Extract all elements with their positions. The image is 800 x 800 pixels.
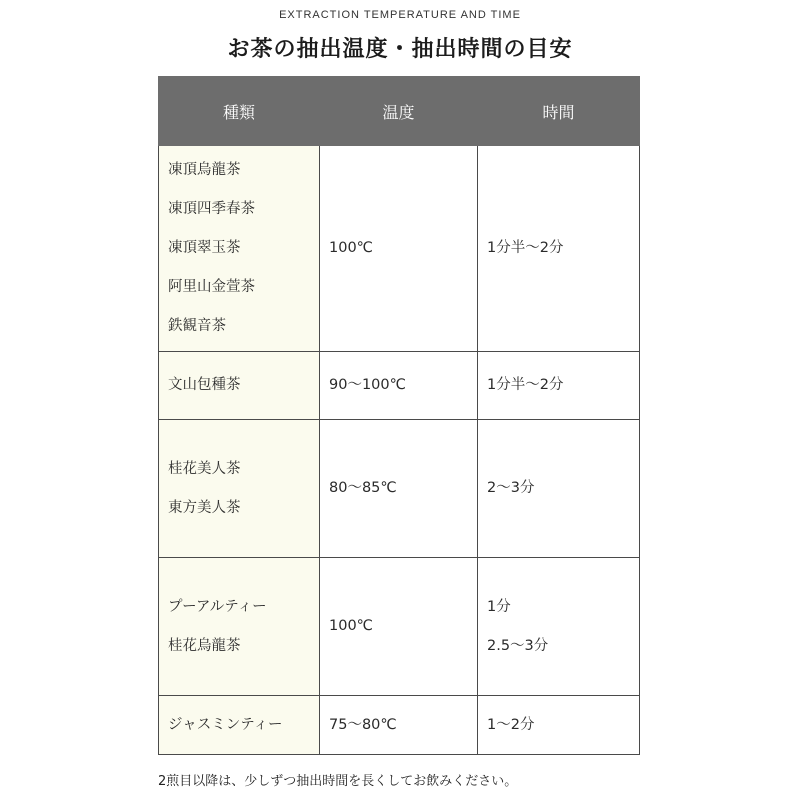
tea-type-cell	[159, 146, 320, 352]
tea-name: 阿里山金萱茶	[168, 279, 255, 295]
time-value: 1分半～2分	[487, 377, 564, 393]
temperature-cell	[320, 696, 478, 755]
footnote: 2煎目以降は、少しずつ抽出時間を長くしてお飲みください。	[158, 774, 518, 789]
tea-name: 鉄観音茶	[168, 318, 226, 334]
time-value: 1分	[487, 598, 511, 615]
time-cell	[478, 352, 640, 420]
tea-name: 東方美人茶	[168, 499, 241, 516]
tea-type-cell	[159, 420, 320, 558]
temperature-value: 100℃	[329, 240, 373, 256]
time-value: 2～3分	[487, 480, 535, 496]
time-cell	[478, 146, 640, 352]
brewing-guide-table	[158, 76, 640, 755]
table-row	[159, 558, 640, 696]
table-row	[159, 146, 640, 352]
tea-name: 桂花美人茶	[168, 460, 241, 477]
temperature-value: 75～80℃	[329, 716, 397, 733]
tea-name: ジャスミンティー	[168, 716, 283, 733]
tea-name: 桂花烏龍茶	[168, 637, 241, 654]
tea-name: 凍頂烏龍茶	[168, 162, 241, 178]
time-cell	[478, 420, 640, 558]
time-value: 1分半～2分	[487, 240, 564, 256]
table-row	[159, 420, 640, 558]
temperature-value: 80～85℃	[329, 480, 397, 496]
header-temperature: 温度	[320, 77, 478, 146]
tea-name: プーアルティー	[168, 598, 267, 615]
time-cell	[478, 696, 640, 755]
time-value: 1～2分	[487, 716, 535, 733]
temperature-cell	[320, 352, 478, 420]
tea-type-cell	[159, 696, 320, 755]
tea-name: 凍頂翠玉茶	[168, 240, 241, 256]
temperature-value: 100℃	[329, 618, 373, 634]
temperature-cell	[320, 420, 478, 558]
header-type: 種類	[159, 77, 320, 146]
page-subtitle: EXTRACTION TEMPERATURE AND TIME	[279, 9, 521, 21]
tea-name: 凍頂四季春茶	[168, 201, 255, 217]
time-cell	[478, 558, 640, 696]
tea-type-cell	[159, 558, 320, 696]
tea-type-cell	[159, 352, 320, 420]
temperature-cell	[320, 146, 478, 352]
temperature-value: 90～100℃	[329, 377, 406, 393]
table-header-row	[159, 77, 640, 146]
page-title: お茶の抽出温度・抽出時間の目安	[227, 37, 573, 62]
time-value: 2.5～3分	[487, 637, 549, 654]
table-row	[159, 696, 640, 755]
tea-name: 文山包種茶	[168, 377, 241, 393]
table-row	[159, 352, 640, 420]
temperature-cell	[320, 558, 478, 696]
header-time: 時間	[478, 77, 640, 146]
